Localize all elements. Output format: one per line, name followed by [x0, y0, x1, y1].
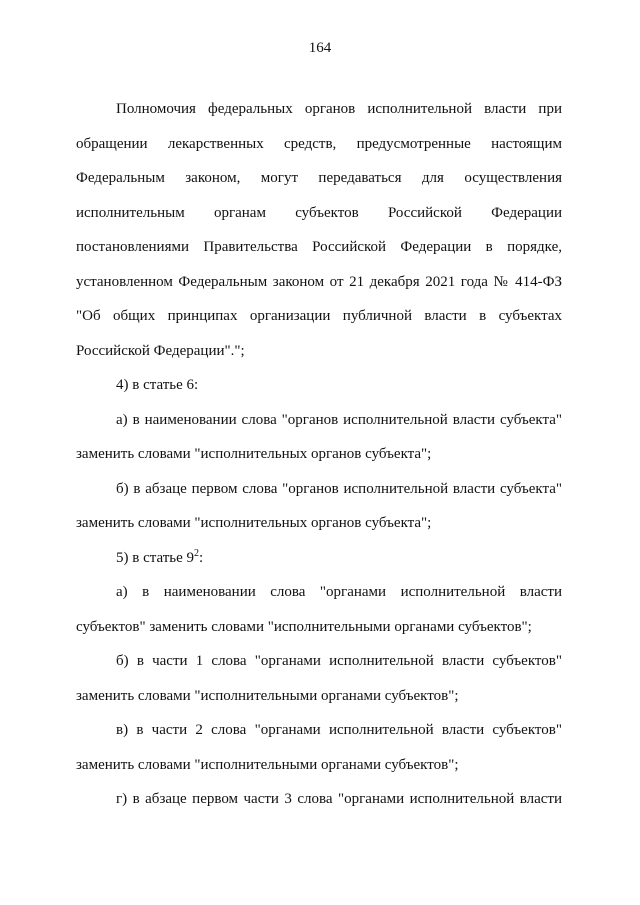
text-line: а) в наименовании слова "органов исполнительной власти субъекта"	[116, 411, 562, 428]
text-line: а) в наименовании слова "органами исполнительной власти	[116, 584, 562, 600]
text-line	[76, 541, 562, 576]
paragraph-article-9-2	[76, 541, 562, 576]
text-line: б) в абзаце первом слова "органов исполнительной власти субъекта"	[116, 480, 562, 497]
paragraph-powers-transfer	[76, 92, 562, 368]
text-line: в) в части 2 слова "органами исполнительной власти субъектов"	[116, 722, 562, 738]
text-line: исполнительным органам субъектов Российской Федерации	[76, 204, 562, 221]
text-line: заменить словами "исполнительных органов субъекта";	[76, 515, 432, 531]
text-line: заменить словами "исполнительных органов субъекта";	[76, 446, 432, 462]
page-number: 164	[308, 40, 332, 56]
paragraph-article-6	[76, 368, 562, 403]
paragraph-item-g-article-9-2	[76, 782, 562, 817]
text-line: "Об общих принципах организации публичной власти в субъектах	[76, 308, 562, 324]
article-colon: :	[199, 549, 204, 566]
text-line: б) в части 1 слова "органами исполнительной власти субъектов"	[116, 653, 562, 669]
text-line: Российской Федерации".";	[76, 342, 245, 359]
text-line: заменить словами "исполнительными органами субъектов";	[76, 756, 459, 773]
paragraph-item-a-article-9-2	[76, 575, 562, 644]
paragraph-item-a-article-6	[76, 403, 562, 472]
article-ref-text: 5) в статье 9	[116, 549, 195, 566]
text-line: субъектов" заменить словами "исполнительными органами субъектов";	[76, 618, 532, 635]
article-superscript: 2	[194, 547, 200, 559]
text-line: 4) в статье 6:	[116, 377, 199, 393]
paragraph-item-v-article-9-2	[76, 713, 562, 782]
document-body	[76, 92, 562, 817]
text-line: обращении лекарственных средств, предусмотренные настоящим	[76, 135, 562, 152]
text-line: г) в абзаце первом части 3 слова "органами исполнительной власти	[116, 791, 562, 807]
text-line: Полномочия федеральных органов исполнительной власти при	[116, 101, 562, 117]
paragraph-item-b-article-6	[76, 472, 562, 541]
text-line: Федеральным законом, могут передаваться для осуществления	[76, 170, 562, 186]
paragraph-item-b-article-9-2	[76, 644, 562, 713]
text-line: заменить словами "исполнительными органами субъектов";	[76, 687, 459, 704]
text-line: постановлениями Правительства Российской Федерации в порядке,	[76, 239, 562, 255]
text-line: установленном Федеральным законом от 21 декабря 2021 года № 414-ФЗ	[76, 273, 562, 290]
